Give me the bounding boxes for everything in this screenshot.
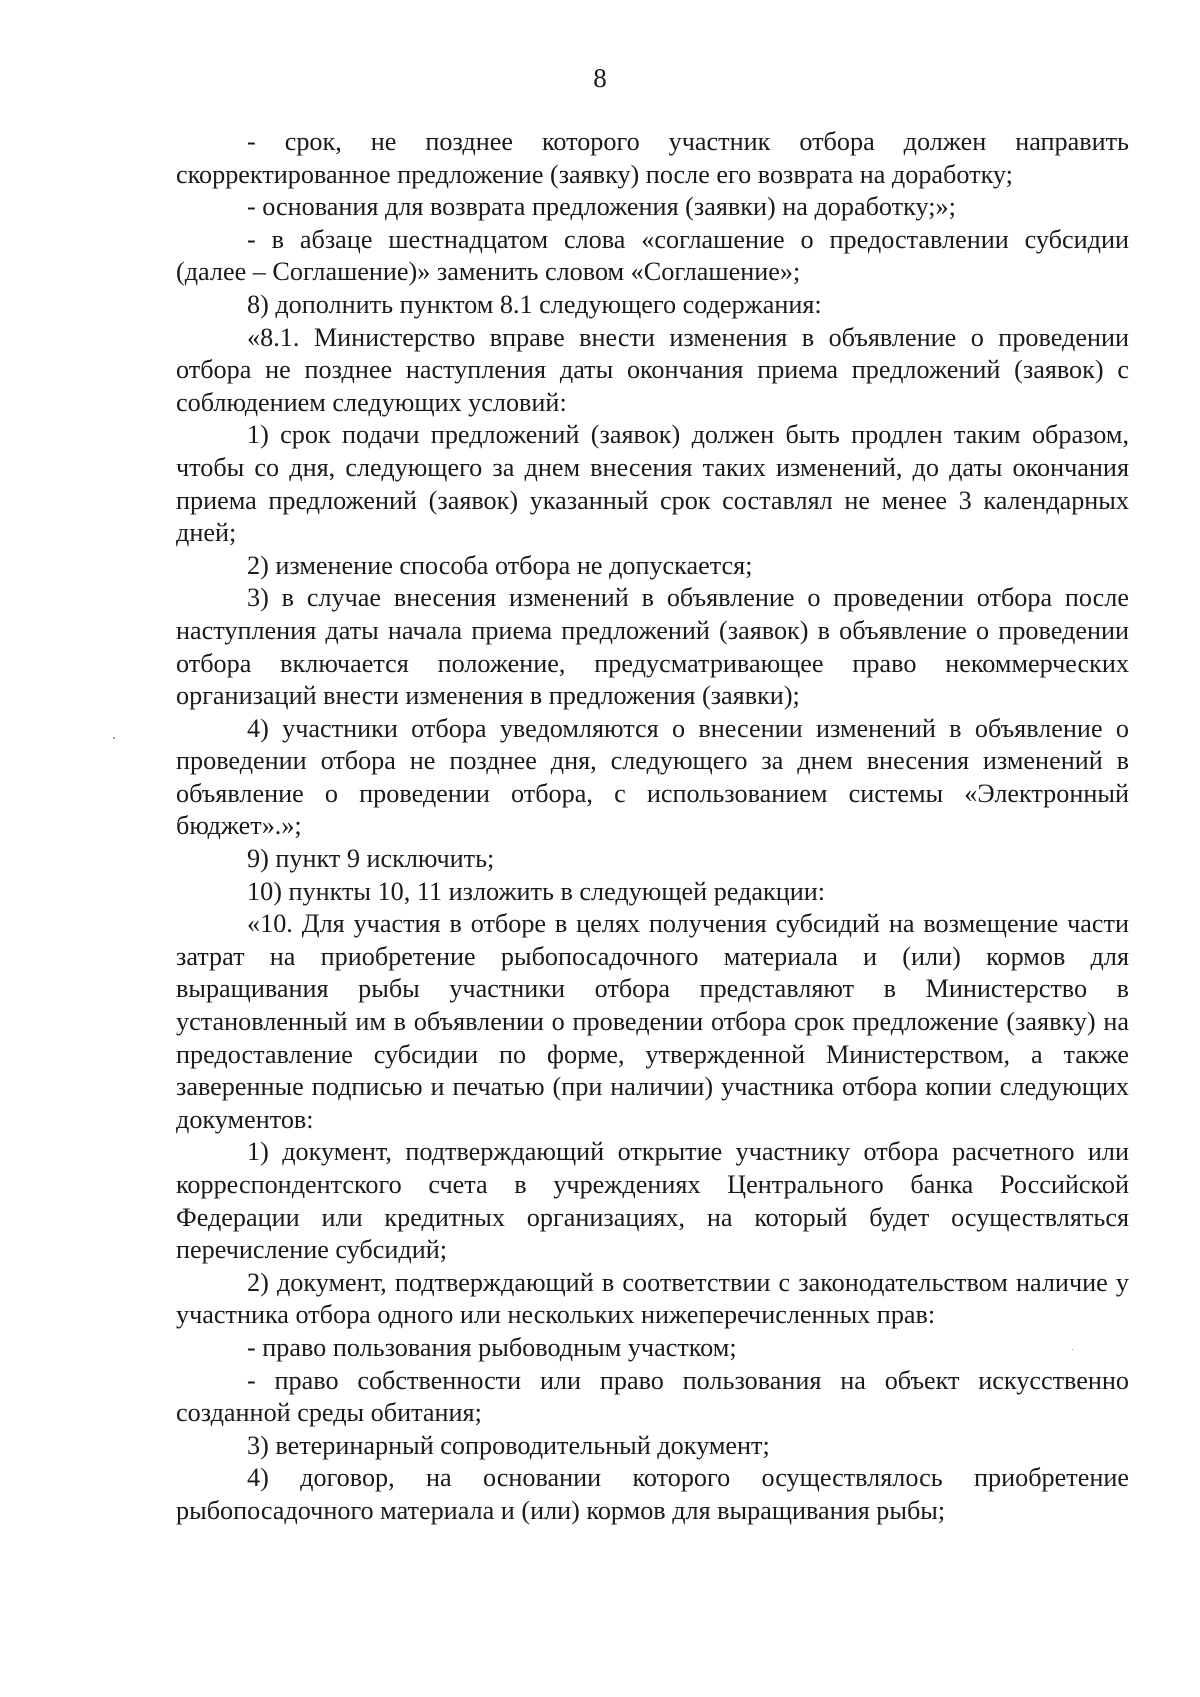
paragraph: - право собственности или право пользования на объект искусственно созданной среды обитания; — [176, 1365, 1129, 1428]
page-number: 8 — [593, 63, 607, 93]
paragraph: 2) изменение способа отбора не допускается; — [247, 550, 753, 580]
paragraph: - право пользования рыбоводным участком; — [247, 1332, 737, 1362]
paragraph: «10. Для участия в отборе в целях получения субсидий на возмещение части затрат на приобретение рыбопосадочного материала и (или) кормов для выращивания рыбы участники отбора представляют в Министерство в установленный им в объявлении о проведении отбора срок предложение (заявку) на предоставление субсидии по форме, утвержденной Министерством, а также заверенные подписью и печатью (при наличии) участника отбора копии следующих документов: — [176, 909, 1129, 1134]
paragraph: 1) срок подачи предложений (заявок) должен быть продлен таким образом, чтобы со дня, следующего за днем внесения таких изменений, до даты окончания приема предложений (заявок) указанный срок составлял не менее 3 календарных дней; — [176, 420, 1129, 548]
paragraph: 3) ветеринарный сопроводительный документ; — [247, 1430, 770, 1460]
paragraph: - в абзаце шестнадцатом слова «соглашение о предоставлении субсидии (далее – Соглашение)» заменить словом «Соглашение»; — [176, 224, 1129, 287]
scan-speck — [113, 737, 115, 739]
paragraph: 4) договор, на основании которого осуществлялось приобретение рыбопосадочного материала и (или) кормов для выращивания рыбы; — [176, 1463, 1129, 1525]
scan-speck — [1072, 1349, 1073, 1350]
paragraph: 9) пункт 9 исключить; — [247, 844, 495, 874]
paragraph: 4) участники отбора уведомляются о внесении изменений в объявление о проведении отбора не позднее дня, следующего за днем внесения изменений в объявление о проведении отбора, с использованием системы «Электронный бюджет».»; — [176, 713, 1129, 841]
paragraph: 3) в случае внесения изменений в объявление о проведении отбора после наступления даты начала приема предложений (заявок) в объявление о проведении отбора включается положение, предусматривающее право некоммерческих организаций внести изменения в предложения (заявки); — [176, 583, 1129, 711]
document-body — [176, 126, 1129, 1528]
paragraph: 2) документ, подтверждающий в соответствии с законодательством наличие у участника отбора одного или нескольких нижеперечисленных прав: — [176, 1267, 1129, 1330]
paragraph: - основания для возврата предложения (заявки) на доработку;»; — [247, 192, 956, 222]
paragraph: 10) пункты 10, 11 изложить в следующей редакции: — [247, 876, 826, 906]
paragraph: 8) дополнить пунктом 8.1 следующего содержания: — [247, 289, 822, 319]
paragraph: «8.1. Министерство вправе внести изменения в объявление о проведении отбора не позднее наступления даты окончания приема предложений (заявок) с соблюдением следующих условий: — [176, 322, 1129, 417]
paragraph: 1) документ, подтверждающий открытие участнику отбора расчетного или корреспондентского счета в учреждениях Центрального банка Российской Федерации или кредитных организациях, на который будет осуществляться перечисление субсидий; — [176, 1137, 1129, 1265]
paragraph: - срок, не позднее которого участник отбора должен направить скорректированное предложение (заявку) после его возврата на доработку; — [176, 127, 1129, 189]
